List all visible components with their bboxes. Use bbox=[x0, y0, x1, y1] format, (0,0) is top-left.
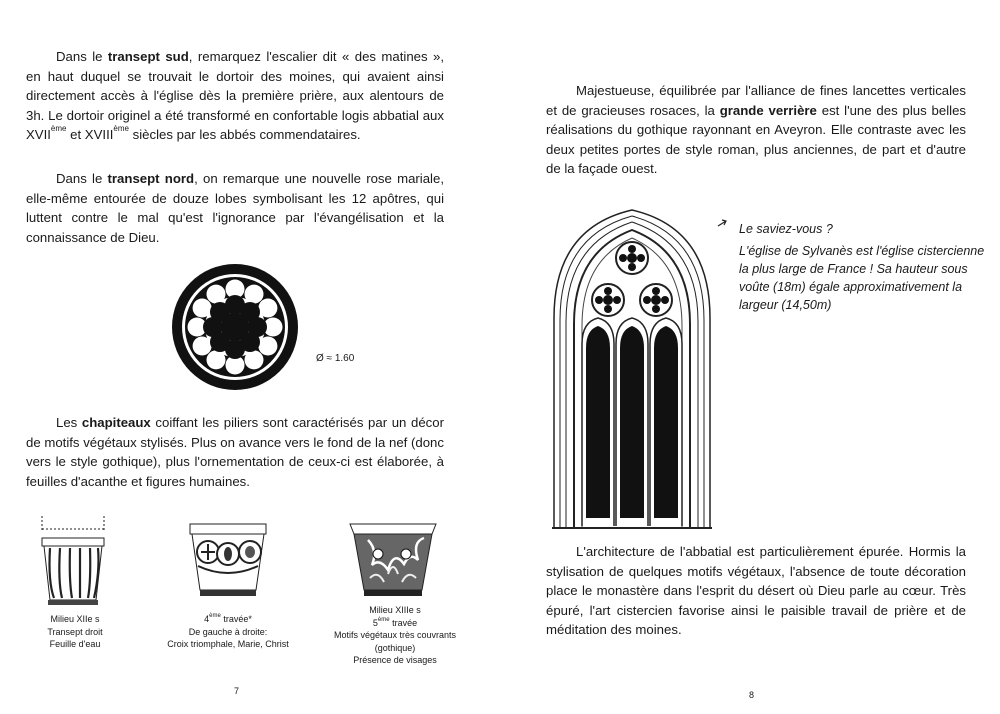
capital-water-leaf-illustration bbox=[36, 512, 111, 607]
note-body: L'église de Sylvanès est l'église cistercienne la plus large de France ! Sa hauteur sous voûte (18m) égale approximativement la largeur (14,50m) bbox=[739, 244, 985, 312]
caption-line: Feuille d'eau bbox=[49, 639, 101, 649]
caption-line: (gothique) bbox=[374, 642, 416, 653]
arrow-icon bbox=[716, 218, 730, 228]
chapiteaux-paragraph: Les chapiteaux coiffant les piliers sont caractérisés par un décor de motifs végétaux stylisés. Plus on avance vers le fond de la nef (donc vers le style gothique), plus l'ornementation de ceux-ci est élaborée, à feuilles d'acanthe et figures humaines. bbox=[26, 415, 444, 489]
caption-line: Transept droit bbox=[47, 626, 103, 637]
right-page bbox=[500, 0, 1000, 714]
capital-caption-2 bbox=[153, 613, 303, 651]
transept-sud-paragraph: Dans le transept sud, remarquez l'escalier dit « des matines », en haut duquel se trouvait le dortoir des moines, qui avaient ainsi directement accès à l'église dès la première prière, aux alentours de 3h. Le dortoir originel a été transformé en confortable logis abbatial aux XVIIème et XVIIIème siècles par les abbés commendataires. bbox=[26, 49, 445, 142]
caption-line: Croix triomphale, Marie, Christ bbox=[167, 639, 289, 649]
capital-fifth-bay-illustration bbox=[348, 520, 438, 600]
caption-line: 5ème travée bbox=[372, 616, 418, 628]
rose-window-illustration bbox=[170, 262, 300, 392]
did-you-know-note bbox=[739, 220, 991, 314]
capital-caption-3 bbox=[320, 604, 470, 667]
page-number: 8 bbox=[749, 690, 755, 700]
caption-line: Motifs végétaux très couvrants bbox=[333, 630, 457, 640]
caption-line: 4ème travée* bbox=[204, 613, 252, 624]
capital-fourth-bay-illustration bbox=[188, 520, 268, 600]
note-title: Le saviez-vous ? bbox=[739, 222, 833, 236]
caption-line: De gauche à droite: bbox=[188, 626, 268, 637]
capital-caption-1 bbox=[30, 613, 120, 651]
grande-verriere-paragraph: Majestueuse, équilibrée par l'alliance de fines lancettes verticales et de gracieuses rosaces, la grande verrière est l'une des plus belles réalisations du gothique rayonnant en Aveyron. Elle contraste avec les deux petites portes de style roman, plus anciennes, de part et d'autre de la façade ouest. bbox=[546, 83, 967, 176]
caption-line: Milieu XIIe s bbox=[50, 614, 100, 624]
rose-diameter-label: Ø ≈ 1.60 bbox=[316, 353, 355, 364]
caption-line: Présence de visages bbox=[353, 655, 437, 665]
page-number: 7 bbox=[234, 686, 240, 696]
architecture-paragraph: L'architecture de l'abbatial est particulièrement épurée. Hormis la stylisation de quelques motifs végétaux, l'absence de toute décoration place le monastère dans l'esprit du désert où Dieu parle au cœur. Très épuré, l'art cistercien favorise ainsi le paisible travail de prière et de méditation des moines. bbox=[546, 544, 966, 637]
caption-line: Milieu XIIIe s bbox=[369, 605, 421, 615]
transept-nord-paragraph: Dans le transept nord, on remarque une nouvelle rose mariale, elle-même entourée de douze lobes symbolisant les 12 apôtres, qui luttent contre le mal qu'est l'ignorance par l'évangélisation et la connaissance de Dieu. bbox=[26, 171, 444, 245]
grande-verriere-illustration bbox=[552, 208, 712, 530]
